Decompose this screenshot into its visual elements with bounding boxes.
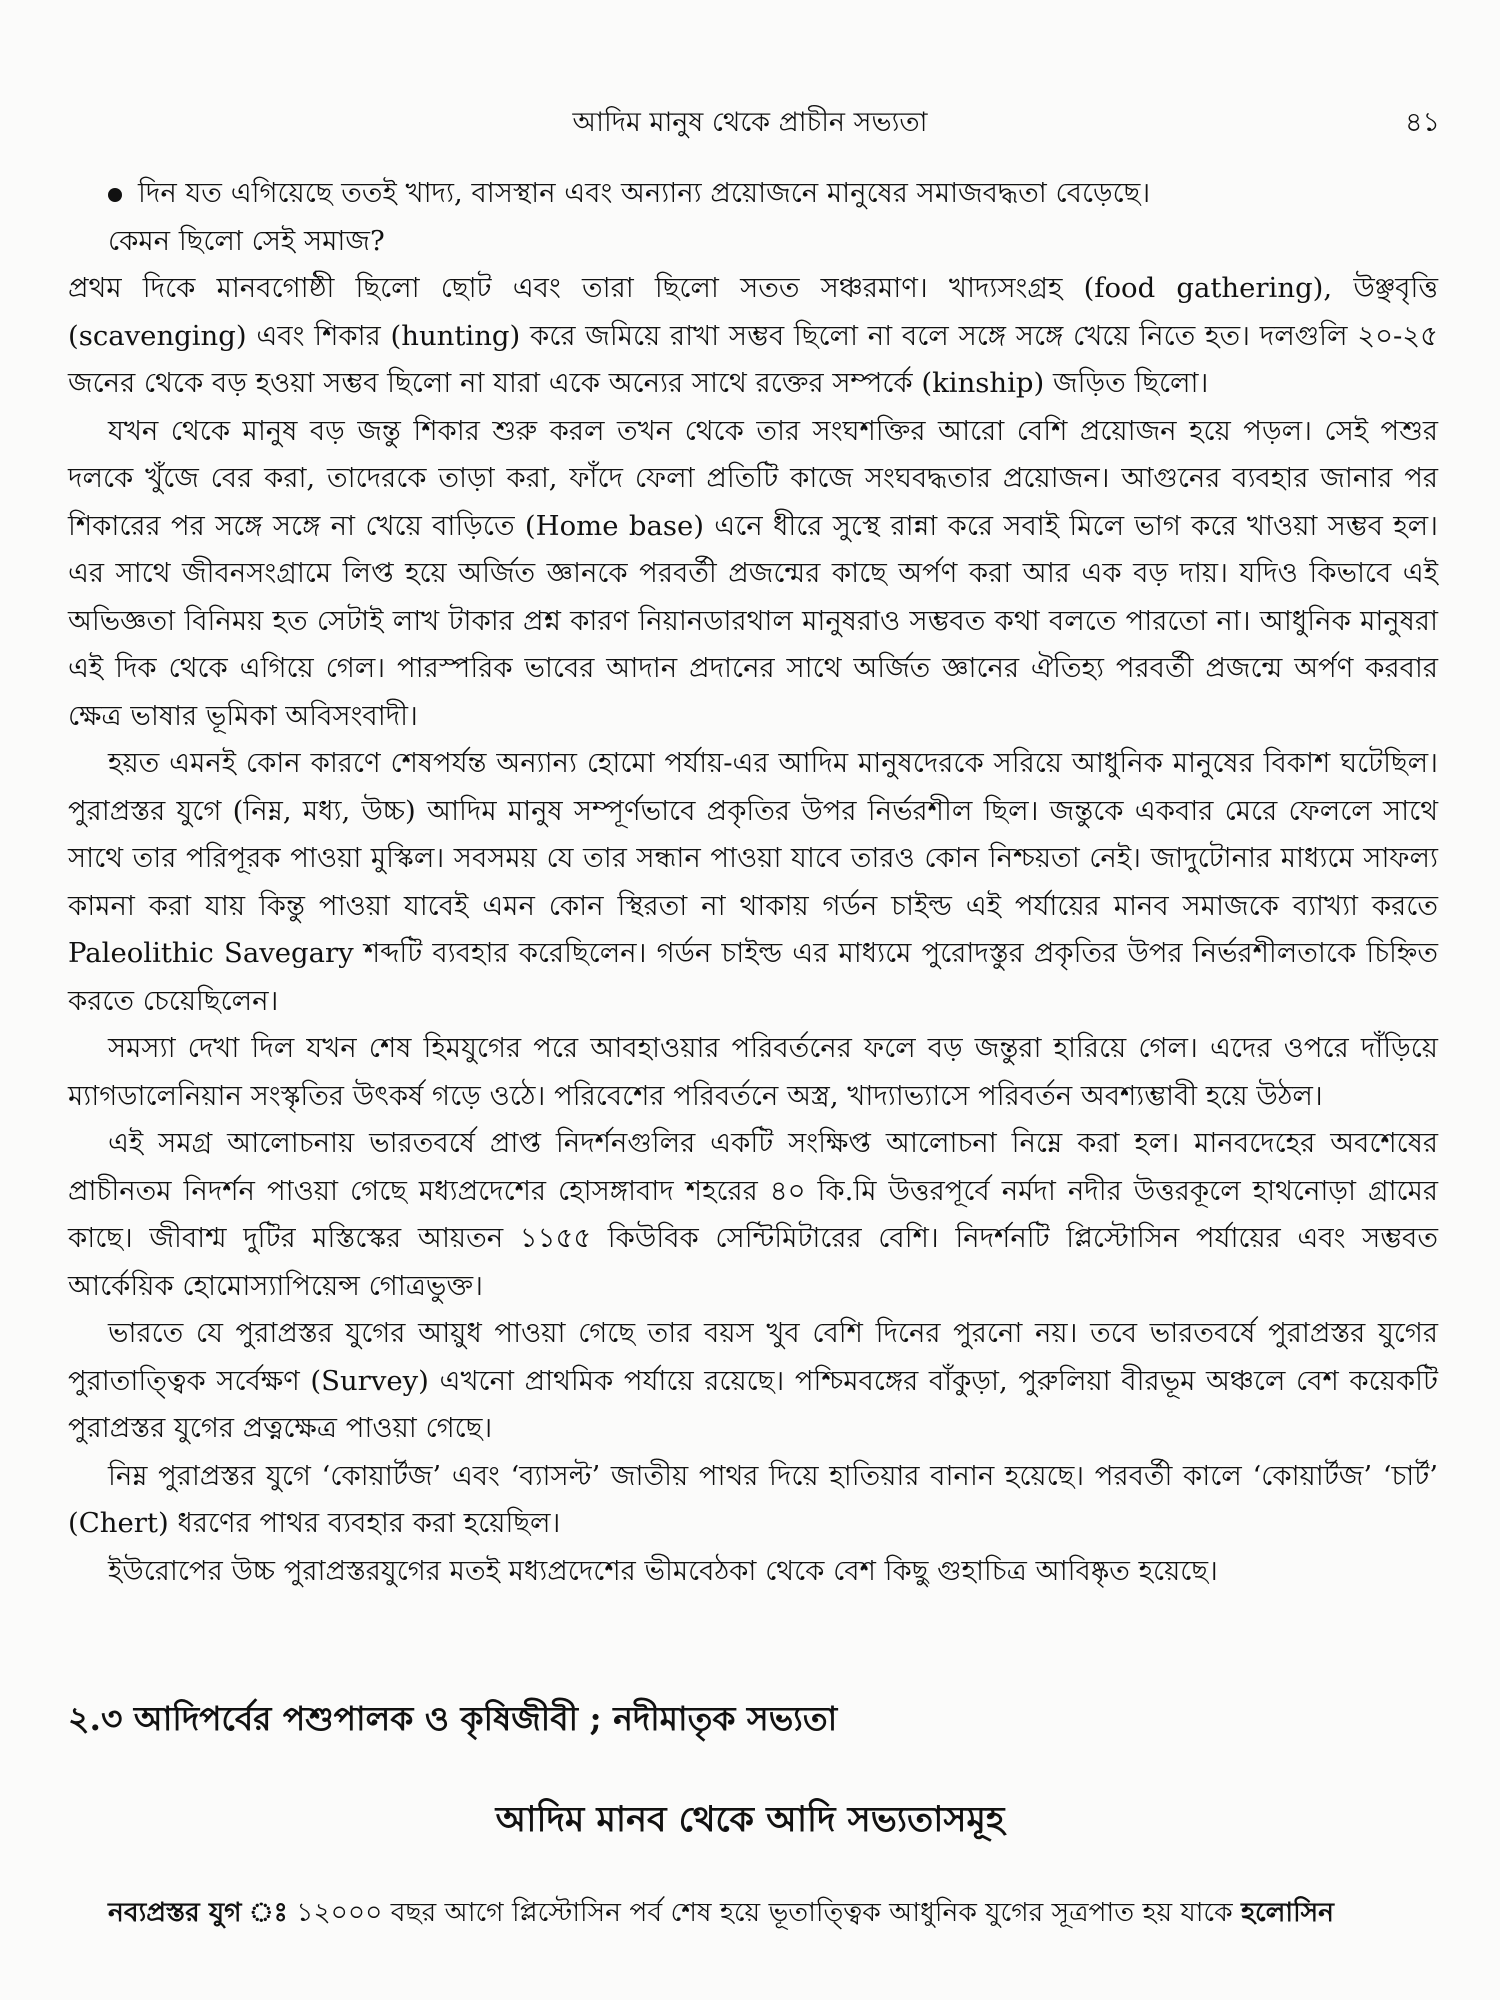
question-line: কেমন ছিলো সেই সমাজ? — [108, 224, 385, 257]
bullet-text: দিন যত এগিয়েছে ততই খাদ্য, বাসস্থান এবং অন্যান্য প্রয়োজনে মানুষের সমাজবদ্ধতা বেড়েছে। — [138, 177, 1151, 209]
paragraph-4: সমস্যা দেখা দিল যখন শেষ হিমযুগের পরে আবহাওয়ার পরিবর্তনের ফলে বড় জন্তুরা হারিয়ে গেল। এদের ওপরে দাঁড়িয়ে ম্যাগডালেনিয়ান সংস্কৃতির উৎকর্ষ গড়ে ওঠে। পরিবেশের পরিবর্তনে অস্ত্র, খাদ্যাভ্যাসে পরিবর্তন অবশ্যম্ভাবী হয়ে উঠল। — [68, 1032, 1438, 1112]
bullet-point — [68, 170, 1438, 218]
paragraph-6: ভারতে যে পুরাপ্রস্তর যুগের আয়ুধ পাওয়া গেছে তার বয়স খুব বেশি দিনের পুরনো নয়। তবে ভারতবর্ষে পুরাপ্রস্তর যুগের পুরাতাত্ত্বিক সর্বেক্ষণ (Survey) এখনো প্রাথমিক পর্যায়ে রয়েছে। পশ্চিমবঙ্গের বাঁকুড়া, পুরুলিয়া বীরভূম অঞ্চলে বেশ কয়েকটি পুরাপ্রস্তর যুগের প্রত্নক্ষেত্র পাওয়া গেছে। — [68, 1317, 1438, 1444]
paragraph-5: এই সমগ্র আলোচনায় ভারতবর্ষে প্রাপ্ত নিদর্শনগুলির একটি সংক্ষিপ্ত আলোচনা নিম্নে করা হল। মানবদেহের অবশেষের প্রাচীনতম নিদর্শন পাওয়া গেছে মধ্যপ্রদেশের হোসঙ্গাবাদ শহরের ৪০ কি.মি উত্তরপূর্বে নর্মদা নদীর উত্তরকূলে হাথনোড়া গ্রামের কাছে। জীবাশ্ম দুটির মস্তিস্কের আয়তন ১১৫৫ কিউবিক সেন্টিমিটারের বেশি। নিদর্শনটি প্লিস্টোসিন পর্যায়ের এবং সম্ভবত আর্কেয়িক হোমোস্যাপিয়েন্স গোত্রভুক্ত। — [68, 1127, 1438, 1302]
running-head: আদিম মানুষ থেকে প্রাচীন সভ্যতা — [572, 107, 928, 138]
neolithic-text: ১২০০০ বছর আগে প্লিস্টোসিন পর্ব শেষ হয়ে ভূতাত্ত্বিক আধুনিক যুগের সূত্রপাত হয় যাকে — [296, 1897, 1233, 1928]
chapter-subtitle: আদিম মানব থেকে আদি সভ্যতাসমূহ — [495, 1799, 1005, 1840]
neolithic-line — [108, 1893, 1438, 1933]
bullet-dot-icon — [108, 188, 122, 202]
paragraph-2: যখন থেকে মানুষ বড় জন্তু শিকার শুরু করল তখন থেকে তার সংঘশক্তির আরো বেশি প্রয়োজন হয়ে পড়ল। সেই পশুর দলকে খুঁজে বের করা, তাদেরকে তাড়া করা, ফাঁদে ফেলা প্রতিটি কাজে সংঘবদ্ধতার প্রয়োজন। আগুনের ব্যবহার জানার পর শিকারের পর সঙ্গে সঙ্গে না খেয়ে বাড়িতে (Home base) এনে ধীরে সুস্থে রান্না করে সবাই মিলে ভাগ করে খাওয়া সম্ভব হল। এর সাথে জীবনসংগ্রামে লিপ্ত হয়ে অর্জিত জ্ঞানকে পরবর্তী প্রজন্মের কাছে অর্পণ করা আর এক বড় দায়। যদিও কিভাবে এই অভিজ্ঞতা বিনিময় হত সেটাই লাখ টাকার প্রশ্ন কারণ নিয়ানডারথাল মানুষরাও সম্ভবত কথা বলতে পারতো না। আধুনিক মানুষরা এই দিক থেকে এগিয়ে গেল। পারস্পরিক ভাবের আদান প্রদানের সাথে অর্জিত জ্ঞানের ঐতিহ্য পরবর্তী প্রজন্মে অর্পণ করবার ক্ষেত্র ভাষার ভূমিকা অবিসংবাদী। — [68, 414, 1438, 732]
holocene-term: হলোসিন — [1241, 1897, 1334, 1928]
neolithic-label: নব্যপ্রস্তর যুগ ঃ — [108, 1897, 288, 1928]
paragraph-8: ইউরোপের উচ্চ পুরাপ্রস্তরযুগের মতই মধ্যপ্রদেশের ভীমবেঠকা থেকে বেশ কিছু গুহাচিত্র আবিষ্কৃত হয়েছে। — [108, 1554, 1218, 1587]
page-number: ৪১ — [1404, 107, 1440, 138]
paragraph-1: প্রথম দিকে মানবগোষ্ঠী ছিলো ছোট এবং তারা ছিলো সতত সঞ্চরমাণ। খাদ্যসংগ্রহ (food gathering), উঞ্ছবৃত্তি (scavenging) এবং শিকার (hunting) করে জমিয়ে রাখা সম্ভব ছিলো না বলে সঙ্গে সঙ্গে খেয়ে নিতে হত। দলগুলি ২০-২৫ জনের থেকে বড় হওয়া সম্ভব ছিলো না যারা একে অন্যের সাথে রক্তের সম্পর্কে (kinship) জড়িত ছিলো। — [68, 272, 1438, 399]
section-heading: ২.৩ আদিপর্বের পশুপালক ও কৃষিজীবী ; নদীমাতৃক সভ্যতা — [68, 1699, 838, 1738]
paragraph-3: হয়ত এমনই কোন কারণে শেষপর্যন্ত অন্যান্য হোমো পর্যায়-এর আদিম মানুষদেরকে সরিয়ে আধুনিক মানুষের বিকাশ ঘটেছিল। পুরাপ্রস্তর যুগে (নিম্ন, মধ্য, উচ্চ) আদিম মানুষ সম্পূর্ণভাবে প্রকৃতির উপর নির্ভরশীল ছিল। জন্তুকে একবার মেরে ফেললে সাথে সাথে তার পরিপূরক পাওয়া মুস্কিল। সবসময় যে তার সন্ধান পাওয়া যাবে তারও কোন নিশ্চয়তা নেই। জাদুটোনার মাধ্যমে সাফল্য কামনা করা যায় কিন্তু পাওয়া যাবেই এমন কোন স্থিরতা না থাকায় গর্ডন চাইল্ড এই পর্যায়ের মানব সমাজকে ব্যাখ্যা করতে Paleolithic Savegary শব্দটি ব্যবহার করেছিলেন। গর্ডন চাইল্ড এর মাধ্যমে পুরোদস্তুর প্রকৃতির উপর নির্ভরশীলতাকে চিহ্নিত করতে চেয়েছিলেন। — [68, 747, 1438, 1017]
body-text — [68, 170, 1438, 1595]
paragraph-7: নিম্ন পুরাপ্রস্তর যুগে ‘কোয়ার্টজ’ এবং ‘ব্যাসল্ট’ জাতীয় পাথর দিয়ে হাতিয়ার বানান হয়েছে। পরবর্তী কালে ‘কোয়ার্টজ’ ‘চার্ট’ (Chert) ধরণের পাথর ব্যবহার করা হয়েছিল। — [68, 1459, 1438, 1539]
